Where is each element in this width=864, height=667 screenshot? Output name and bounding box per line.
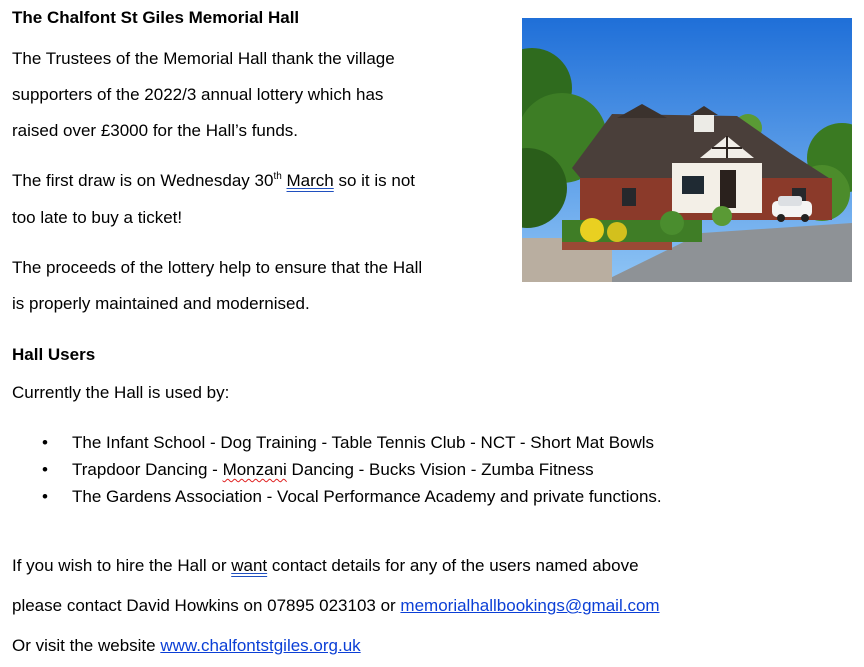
users-item-1: The Infant School - Dog Training - Table Tennis Club - NCT - Short Mat Bowls — [72, 433, 655, 452]
website-link[interactable]: www.chalfontstgiles.org.uk — [160, 636, 361, 655]
bullet-icon: • — [42, 433, 48, 452]
users-item-2-post: Dancing - Bucks Vision - Zumba Fitness — [286, 460, 594, 479]
contact-line-2 — [12, 596, 660, 616]
bullet-icon: • — [42, 460, 48, 479]
list-item — [12, 432, 662, 459]
list-item — [12, 486, 662, 513]
contact-line-1 — [12, 556, 639, 576]
memorial-hall-photo — [522, 18, 852, 282]
list-item — [12, 459, 662, 486]
contact-line-3-pre: Or visit the website — [12, 636, 161, 655]
draw-month: March — [286, 171, 334, 190]
intro-line-2: supporters of the 2022/3 annual lottery which has — [12, 85, 384, 104]
email-link[interactable]: memorialhallbookings@gmail.com — [400, 596, 660, 615]
intro-line-1: The Trustees of the Memorial Hall thank the village — [12, 49, 395, 68]
users-item-3: The Gardens Association - Vocal Performance Academy and private functions. — [72, 487, 662, 506]
contact-line-2-pre: please contact David Howkins on 07895 023103 or — [12, 596, 401, 615]
intro-line-3: raised over £3000 for the Hall’s funds. — [12, 121, 299, 140]
contact-line-1-pre: If you wish to hire the Hall or — [12, 556, 232, 575]
users-list — [12, 432, 662, 513]
draw-text-pre: The first draw is on Wednesday 30 — [12, 171, 274, 190]
proceeds-line-2: is properly maintained and modernised. — [12, 294, 310, 313]
users-item-2-pre: Trapdoor Dancing - — [72, 460, 223, 479]
grammar-flag-word: want — [231, 556, 268, 575]
draw-line-1 — [12, 171, 415, 191]
draw-text-post: so it is not — [333, 171, 416, 190]
spelling-flag-word: Monzani — [222, 460, 287, 479]
proceeds-line-1: The proceeds of the lottery help to ensure that the Hall — [12, 258, 423, 277]
draw-line-2: too late to buy a ticket! — [12, 208, 183, 227]
users-intro: Currently the Hall is used by: — [12, 383, 230, 402]
page-title: The Chalfont St Giles Memorial Hall — [12, 8, 300, 27]
bullet-icon: • — [42, 487, 48, 506]
draw-date-suffix: th — [273, 171, 282, 182]
contact-line-3 — [12, 636, 361, 656]
users-heading: Hall Users — [12, 345, 96, 364]
contact-line-1-post: contact details for any of the users named above — [267, 556, 639, 575]
